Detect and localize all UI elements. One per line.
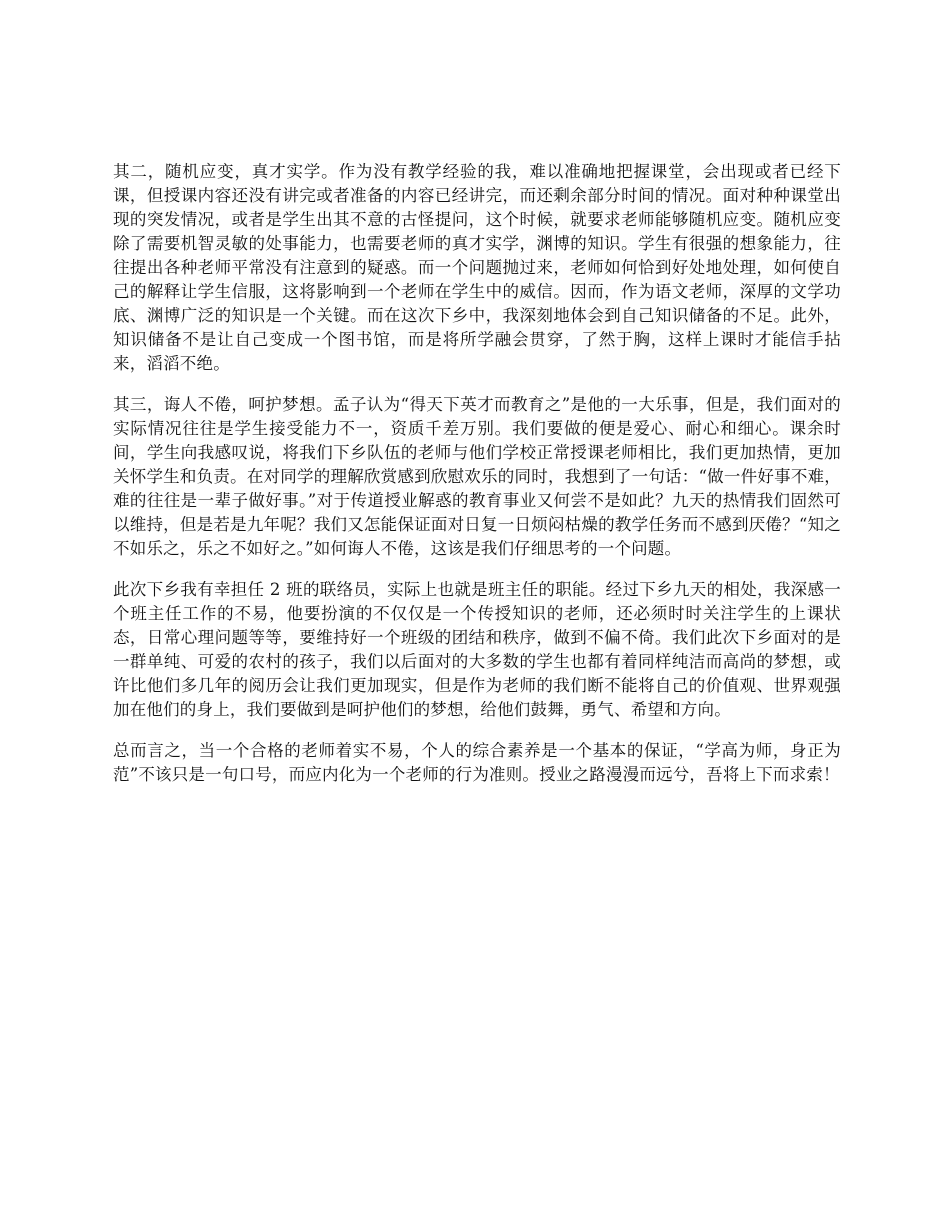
document-page <box>113 160 841 804</box>
paragraph-3: 此次下乡我有幸担任 2 班的联络员，实际上也就是班主任的职能。经过下乡九天的相处，我深感一个班主任工作的不易，他要扮演的不仅仅是一个传授知识的老师，还必须时时关注学生的上课状态，日常心理问题等等，要维持好一个班级的团结和秩序，做到不偏不倚。我们此次下乡面对的是一群单纯、可爱的农村的孩子，我们以后面对的大多数的学生也都有着同样纯洁而高尚的梦想，或许比他们多几年的阅历会让我们更加现实，但是作为老师的我们断不能将自己的价值观、世界观强加在他们的身上，我们要做到是呵护他们的梦想，给他们鼓舞，勇气、希望和方向。 <box>113 580 841 719</box>
paragraph-1: 其二，随机应变，真才实学。作为没有教学经验的我，难以准确地把握课堂，会出现或者已经下课，但授课内容还没有讲完或者准备的内容已经讲完，而还剩余部分时间的情况。面对种种课堂出现的突发情况，或者是学生出其不意的古怪提问，这个时候，就要求老师能够随机应变。随机应变除了需要机智灵敏的处事能力，也需要老师的真才实学，渊博的知识。学生有很强的想象能力，往往提出各种老师平常没有注意到的疑惑。而一个问题抛过来，老师如何恰到好处地处理，如何使自己的解释让学生信服，这将影响到一个老师在学生中的威信。因而，作为语文老师，深厚的文学功底、渊博广泛的知识是一个关键。而在这次下乡中，我深刻地体会到自己知识储备的不足。此外，知识储备不是让自己变成一个图书馆，而是将所学融会贯穿，了然于胸，这样上课时才能信手拈来，滔滔不绝。 <box>113 162 841 373</box>
paragraph-2: 其三，诲人不倦，呵护梦想。孟子认为“得天下英才而教育之”是他的一大乐事，但是，我们面对的实际情况往往是学生接受能力不一，资质千差万别。我们要做的便是爱心、耐心和细心。课余时间，学生向我感叹说，将我们下乡队伍的老师与他们学校正常授课老师相比，我们更加热情，更加关怀学生和负责。在对同学的理解欣赏感到欣慰欢乐的同时，我想到了一句话：“做一件好事不难，难的往往是一辈子做好事。”对于传道授业解惑的教育事业又何尝不是如此？九天的热情我们固然可以维持，但是若是九年呢？我们又怎能保证面对日复一日烦闷枯燥的教学任务而不感到厌倦？“知之不如乐之，乐之不如好之。”如何诲人不倦，这该是我们仔细思考的一个问题。 <box>113 395 841 558</box>
paragraph-4: 总而言之，当一个合格的老师着实不易，个人的综合素养是一个基本的保证，“学高为师，身正为范”不该只是一句口号，而应内化为一个老师的行为准则。授业之路漫漫而远兮，吾将上下而求索！ <box>113 741 841 784</box>
